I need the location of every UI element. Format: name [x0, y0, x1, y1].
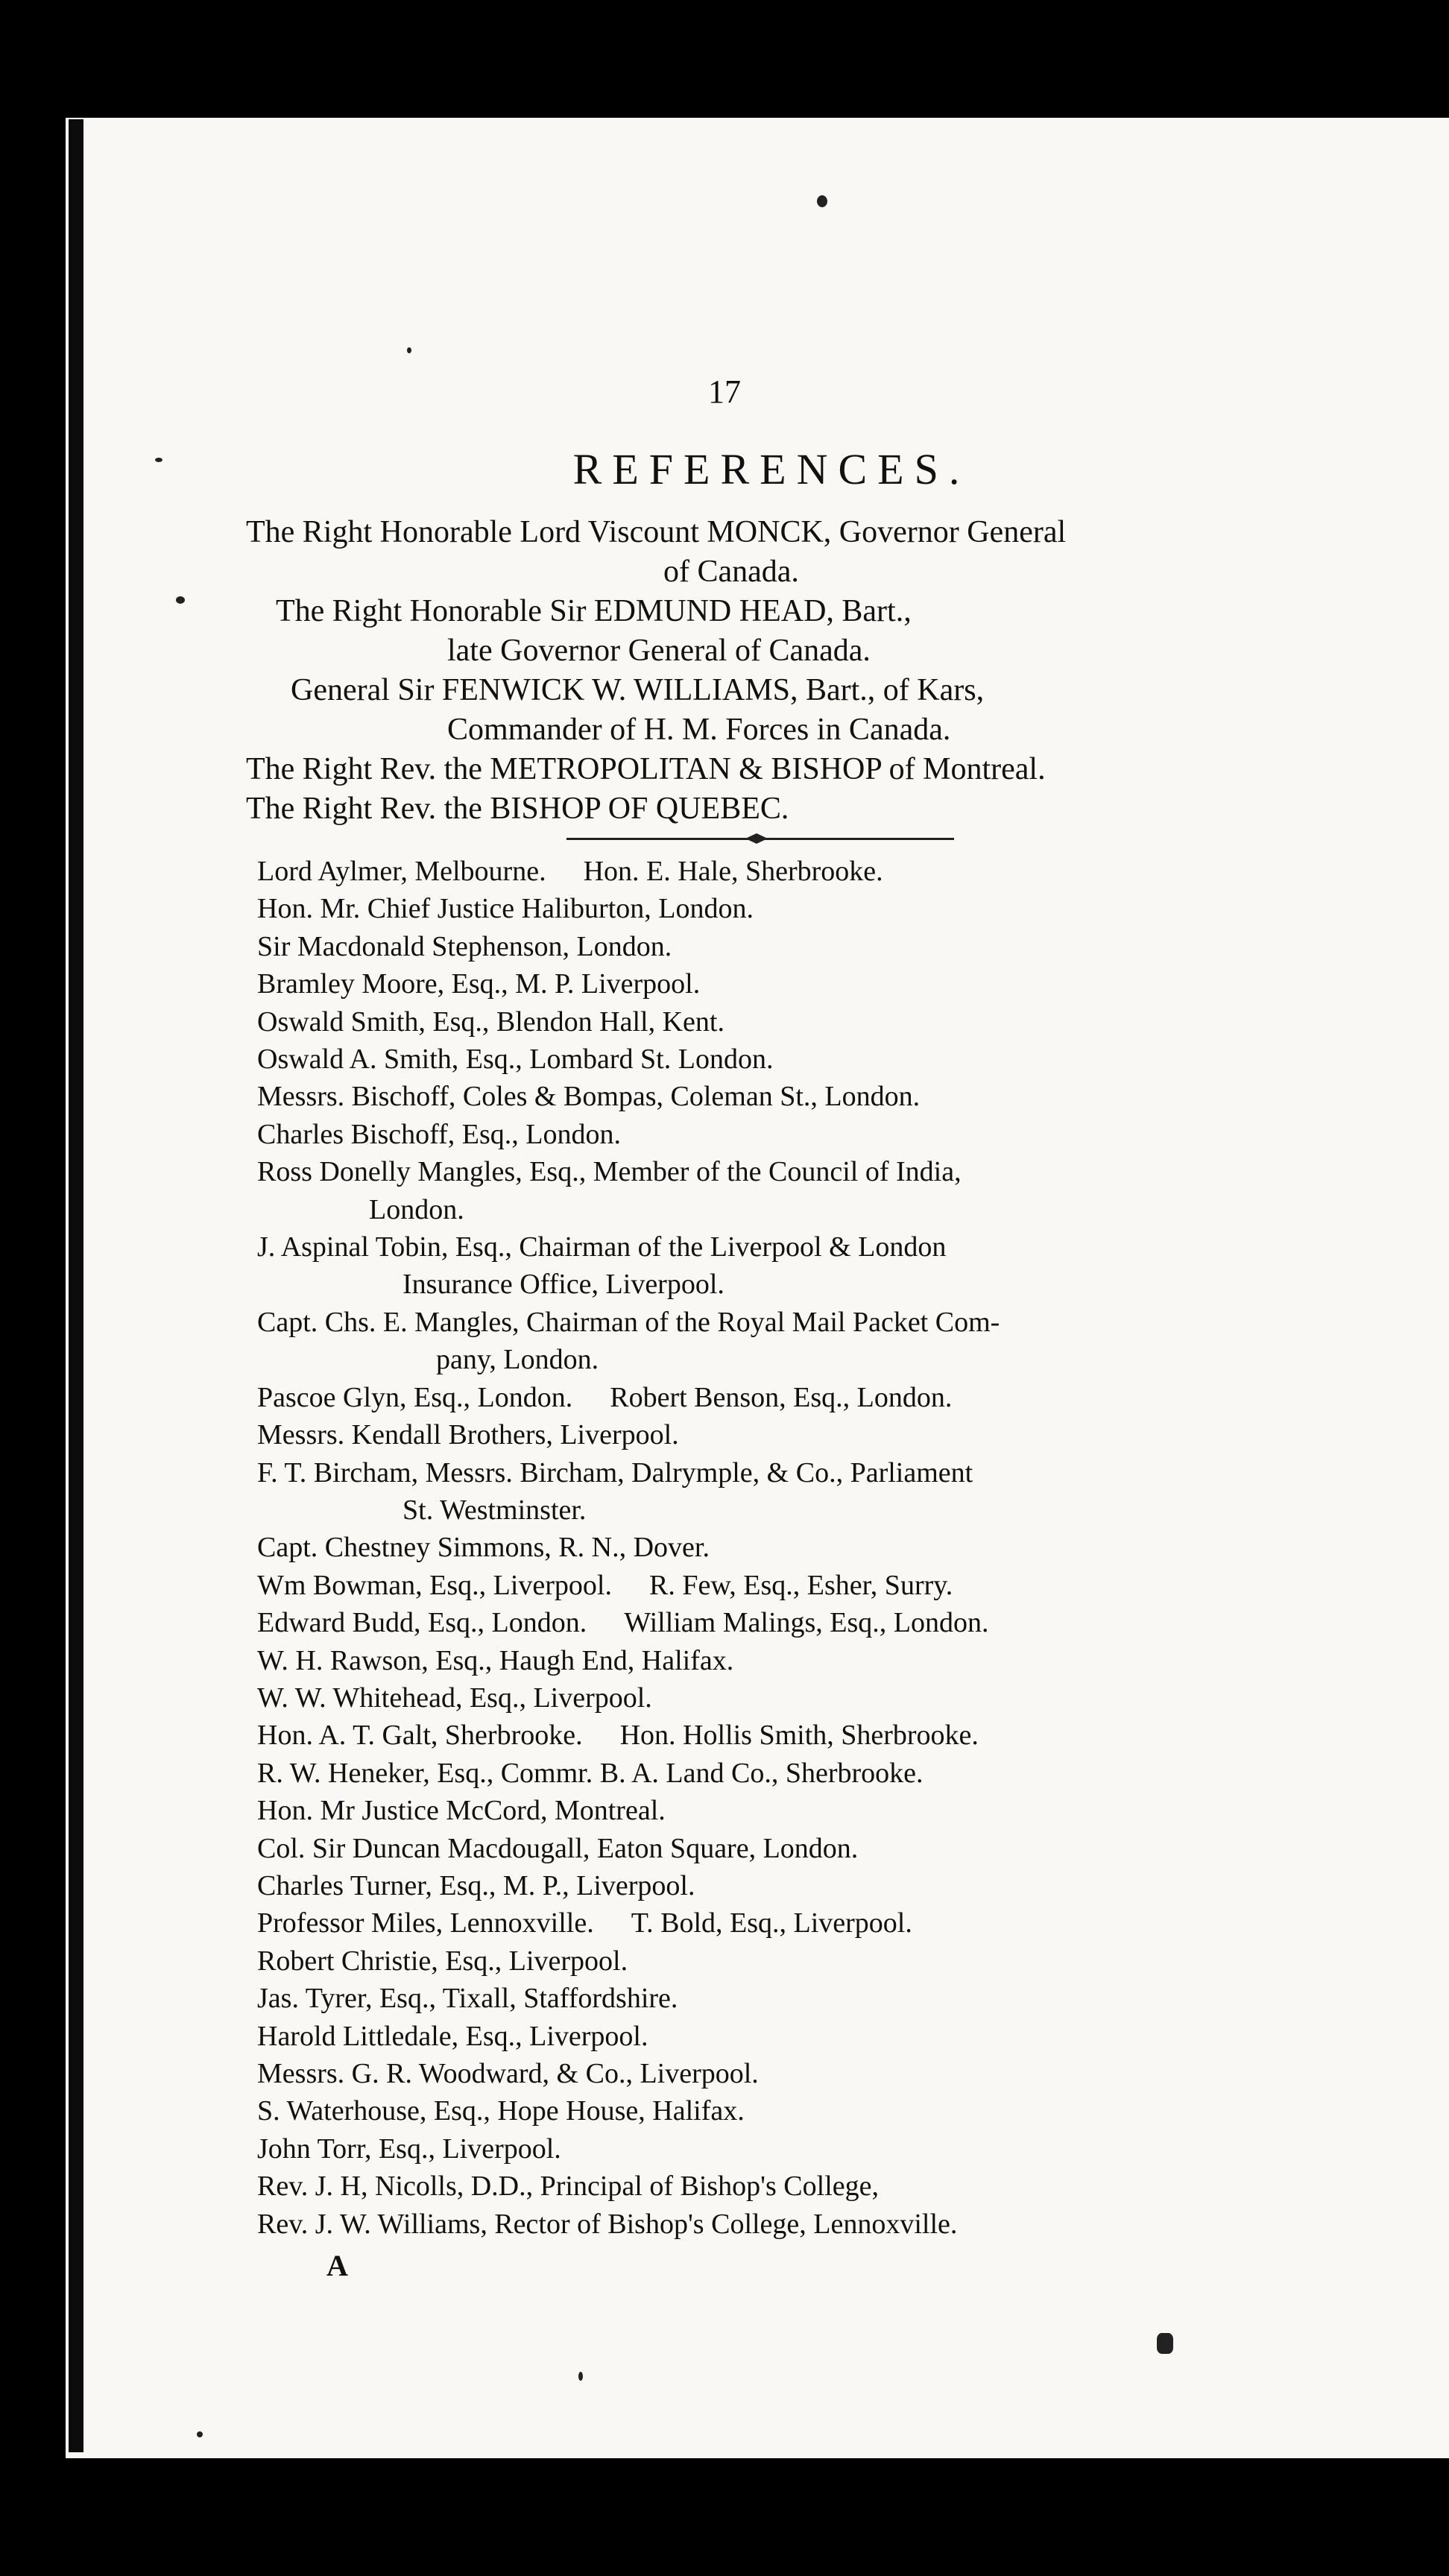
- entry-text-second: R. Few, Esq., Esher, Surry.: [648, 1569, 953, 1601]
- ink-speck: [578, 2372, 583, 2381]
- reference-entry: [257, 1942, 1278, 1980]
- entry-text: London.: [369, 1193, 464, 1225]
- entry-text: W. W. Whitehead, Esq., Liverpool.: [257, 1682, 652, 1714]
- ink-speck: [197, 2431, 203, 2437]
- reference-entry: [257, 1755, 1278, 1792]
- reference-entry: [257, 2055, 1278, 2092]
- ink-speck: [817, 195, 827, 207]
- reference-entry: [257, 1642, 1278, 1679]
- reference-entry: [257, 2168, 1278, 2205]
- reference-entry: [257, 1003, 1278, 1041]
- reference-line: The Right Rev. the METROPOLITAN & BISHOP of Montreal.: [246, 752, 1046, 786]
- entry-text: Messrs. G. R. Woodward, & Co., Liverpool.: [257, 2058, 759, 2089]
- entry-text: F. T. Bircham, Messrs. Bircham, Dalrymple, & Co., Parliament: [257, 1456, 973, 1489]
- reference-list: [257, 853, 1278, 2243]
- reference-line: of Canada.: [663, 555, 799, 589]
- reference-entry: [257, 1867, 1278, 1904]
- entry-text: Messrs. Bischoff, Coles & Bompas, Coleman St., London.: [257, 1081, 921, 1113]
- reference-entry: [257, 1228, 1278, 1266]
- entry-text: S. Waterhouse, Esq., Hope House, Halifax.: [257, 2095, 745, 2127]
- entry-text: R. W. Heneker, Esq., Commr. B. A. Land Co., Sherbrooke.: [257, 1757, 924, 1789]
- entry-text: Sir Macdonald Stephenson, London.: [257, 930, 672, 962]
- reference-entry: [257, 890, 1278, 927]
- entry-text-second: T. Bold, Esq., Liverpool.: [631, 1907, 912, 1939]
- entry-text: Jas. Tyrer, Esq., Tixall, Staffordshire.: [257, 1983, 678, 2015]
- reference-entry: [257, 1679, 1278, 1717]
- entry-text: W. H. Rawson, Esq., Haugh End, Halifax.: [257, 1644, 734, 1676]
- reference-entry: [257, 2130, 1278, 2168]
- entry-text: John Torr, Esq., Liverpool.: [257, 2133, 561, 2165]
- entry-text: Charles Bischoff, Esq., London.: [257, 1118, 621, 1150]
- entry-text: Pascoe Glyn, Esq., London.: [257, 1381, 573, 1413]
- entry-text: Charles Turner, Esq., M. P., Liverpool.: [257, 1869, 695, 1901]
- reference-entry: [257, 928, 1278, 965]
- principal-references: [246, 513, 1289, 829]
- entry-text: Bramley Moore, Esq., M. P. Liverpool.: [257, 968, 701, 1000]
- entry-text: Hon. A. T. Galt, Sherbrooke.: [257, 1720, 583, 1752]
- entry-text: J. Aspinal Tobin, Esq., Chairman of the Liverpool & London: [257, 1231, 947, 1263]
- page-heading: REFERENCES.: [572, 445, 970, 493]
- reference-entry: [257, 1604, 1278, 1641]
- reference-entry: [257, 853, 1278, 890]
- ink-speck: [176, 596, 185, 604]
- entry-text: Insurance Office, Liverpool.: [402, 1269, 724, 1301]
- signature-mark: A: [326, 2249, 348, 2282]
- reference-line: The Right Honorable Sir EDMUND HEAD, Bart.,: [276, 594, 912, 628]
- entry-text: Harold Littledale, Esq., Liverpool.: [257, 2020, 648, 2052]
- reference-entry: [257, 1341, 1278, 1378]
- entry-text-second: Hon. E. Hale, Sherbrooke.: [583, 856, 883, 887]
- entry-text: Rev. J. W. Williams, Rector of Bishop's College, Lennoxville.: [257, 2208, 958, 2240]
- reference-line: General Sir FENWICK W. WILLIAMS, Bart., of Kars,: [291, 673, 985, 707]
- reference-entry: [257, 1116, 1278, 1153]
- entry-text: Edward Budd, Esq., London.: [257, 1607, 587, 1639]
- entry-text: Oswald Smith, Esq., Blendon Hall, Kent.: [257, 1006, 724, 1038]
- reference-line: Commander of H. M. Forces in Canada.: [447, 713, 951, 747]
- reference-entry: [257, 1491, 1278, 1529]
- reference-entry: [257, 1529, 1278, 1566]
- reference-entry: [257, 1266, 1278, 1303]
- ink-speck: [1157, 2333, 1173, 2354]
- entry-text: Capt. Chs. E. Mangles, Chairman of the Royal Mail Packet Com-: [257, 1306, 1000, 1338]
- reference-entry: [257, 1904, 1278, 1942]
- reference-entry: [257, 1830, 1278, 1867]
- reference-entry: [257, 1717, 1278, 1754]
- reference-entry: [257, 1078, 1278, 1115]
- reference-entry: [257, 2206, 1278, 2243]
- page-number: 17: [708, 373, 741, 410]
- entry-text: Capt. Chestney Simmons, R. N., Dover.: [257, 1532, 710, 1564]
- entry-text: Messrs. Kendall Brothers, Liverpool.: [257, 1419, 679, 1451]
- entry-text: Hon. Mr. Chief Justice Haliburton, London.: [257, 893, 754, 925]
- entry-text: Rev. J. H, Nicolls, D.D., Principal of Bishop's College,: [257, 2171, 879, 2203]
- entry-text: Ross Donelly Mangles, Esq., Member of the Council of India,: [257, 1156, 962, 1188]
- reference-entry: [257, 1379, 1278, 1416]
- entry-text: pany, London.: [436, 1344, 599, 1376]
- reference-entry: [257, 1980, 1278, 2017]
- entry-text-second: William Malings, Esq., London.: [624, 1607, 989, 1639]
- reference-entry: [257, 1191, 1278, 1228]
- reference-entry: [257, 965, 1278, 1003]
- reference-entry: [257, 2092, 1278, 2130]
- reference-entry: [257, 1041, 1278, 1078]
- reference-entry: [257, 1454, 1278, 1491]
- reference-line: late Governor General of Canada.: [447, 634, 871, 668]
- entry-text: Hon. Mr Justice McCord, Montreal.: [257, 1795, 666, 1827]
- entry-text: Robert Christie, Esq., Liverpool.: [257, 1945, 628, 1977]
- entry-text: Col. Sir Duncan Macdougall, Eaton Square, London.: [257, 1832, 859, 1864]
- reference-entry: [257, 2018, 1278, 2055]
- reference-line: The Right Rev. the BISHOP OF QUEBEC.: [246, 792, 789, 826]
- entry-text: Lord Aylmer, Melbourne.: [257, 856, 546, 887]
- reference-entry: [257, 1567, 1278, 1604]
- reference-line: The Right Honorable Lord Viscount MONCK, Governor General: [246, 515, 1067, 549]
- entry-text-second: Robert Benson, Esq., London.: [610, 1381, 953, 1413]
- entry-text: Wm Bowman, Esq., Liverpool.: [257, 1569, 612, 1601]
- reference-entry: [257, 1792, 1278, 1829]
- reference-entry: [257, 1416, 1278, 1453]
- entry-text: Professor Miles, Lennoxville.: [257, 1907, 594, 1939]
- entry-text-second: Hon. Hollis Smith, Sherbrooke.: [619, 1720, 979, 1752]
- reference-entry: [257, 1153, 1278, 1190]
- ink-speck: [407, 347, 411, 353]
- entry-text: St. Westminster.: [402, 1494, 587, 1526]
- entry-text: Oswald A. Smith, Esq., Lombard St. London.: [257, 1044, 774, 1076]
- reference-entry: [257, 1304, 1278, 1341]
